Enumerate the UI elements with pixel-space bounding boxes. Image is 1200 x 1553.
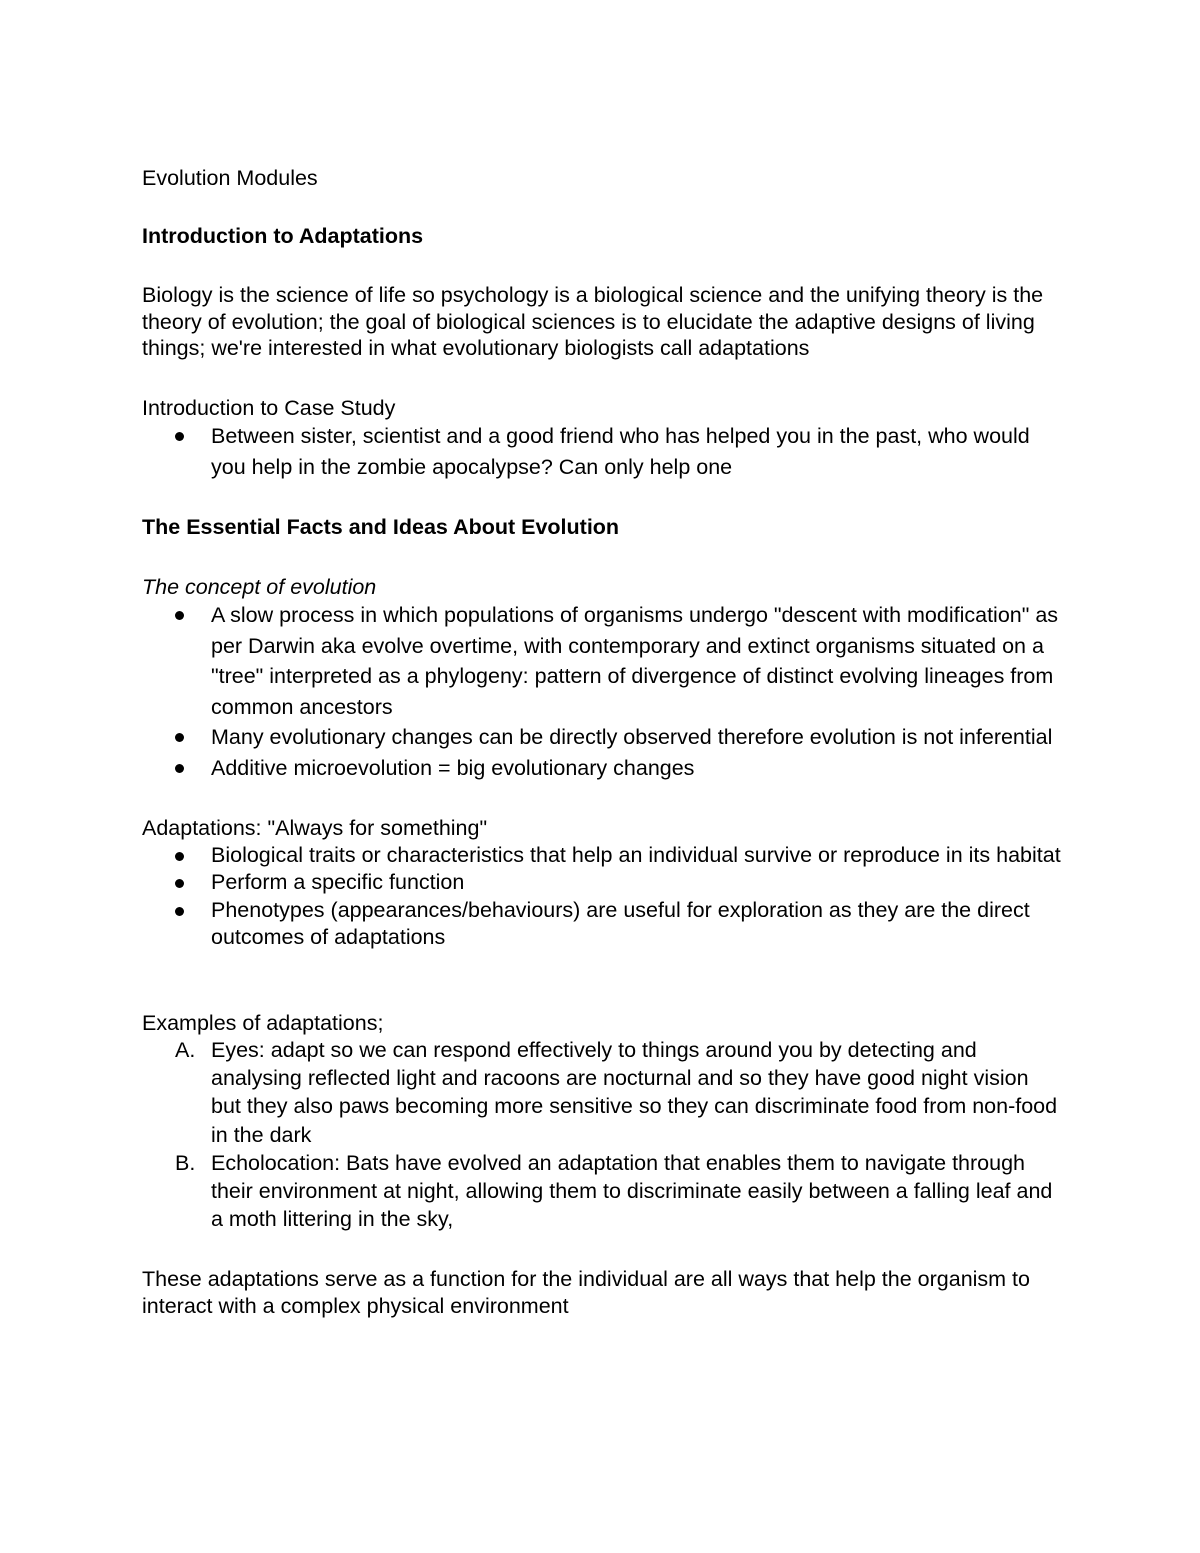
adaptations-label: Adaptations: "Always for something" bbox=[142, 816, 488, 840]
list-item-text: A slow process in which populations of organisms undergo "descent with modification" as per Darwin aka evolve overtime, with contemporary and extinct organisms situated on a "tree" interpreted as a phylogeny: pattern of divergence of distinct evolving lineages from common ancestors bbox=[211, 603, 1059, 719]
examples-label: Examples of adaptations; bbox=[142, 1010, 384, 1035]
biology-paragraph: Biology is the science of life so psychology is a biological science and the unifying theory is the theory of evolution; the goal of biological sciences is to elucidate the adaptive designs of living things; we're interested in what evolutionary biologists call adaptations bbox=[142, 283, 1044, 360]
closing-paragraph: These adaptations serve as a function for the individual are all ways that help the organism to interact with a complex physical environment bbox=[142, 1267, 1030, 1318]
bullet-icon bbox=[175, 764, 184, 773]
bullet-icon bbox=[175, 852, 184, 861]
case-study-list bbox=[142, 421, 1062, 482]
list-item bbox=[142, 421, 1062, 482]
list-item-text: Echolocation: Bats have evolved an adaptation that enables them to navigate through their environment at night, allowing them to discriminate easily between a falling leaf and a moth littering in the sky, bbox=[211, 1150, 1053, 1232]
list-item bbox=[142, 600, 1062, 722]
list-item-text: Between sister, scientist and a good friend who has helped you in the past, who would you help in the zombie apocalypse? Can only help one bbox=[211, 424, 1030, 479]
list-item-text: Biological traits or characteristics that help an individual survive or reproduce in its habitat bbox=[211, 842, 1061, 867]
list-item-text: Perform a specific function bbox=[211, 870, 465, 894]
adaptations-list bbox=[142, 842, 1062, 952]
document-page bbox=[142, 165, 1062, 1319]
list-item-text: Phenotypes (appearances/behaviours) are useful for exploration as they are the direct outcomes of adaptations bbox=[211, 897, 1030, 949]
list-item-text: Eyes: adapt so we can respond effectively to things around you by detecting and analysing reflected light and racoons are nocturnal and so they have good night vision but they also paws becoming more sensitive so they can discriminate food from non-food in the dark bbox=[211, 1038, 1058, 1147]
list-item bbox=[142, 753, 1062, 784]
heading-introduction-to-adaptations: Introduction to Adaptations bbox=[142, 223, 424, 248]
list-item-text: Many evolutionary changes can be directly observed therefore evolution is not inferential bbox=[211, 725, 1053, 749]
bullet-icon bbox=[175, 611, 184, 620]
list-item bbox=[142, 869, 1062, 897]
list-marker: A. bbox=[175, 1038, 196, 1062]
document-title: Evolution Modules bbox=[142, 166, 318, 190]
examples-list bbox=[142, 1036, 1062, 1233]
list-item bbox=[142, 1036, 1062, 1149]
bullet-icon bbox=[175, 879, 184, 888]
heading-essential-facts: The Essential Facts and Ideas About Evolution bbox=[142, 515, 620, 539]
list-item bbox=[142, 722, 1062, 753]
case-study-label: Introduction to Case Study bbox=[142, 395, 396, 420]
concept-list bbox=[142, 600, 1062, 783]
list-item bbox=[142, 1149, 1062, 1234]
bullet-icon bbox=[175, 907, 184, 916]
list-item bbox=[142, 897, 1062, 952]
bullet-icon bbox=[175, 733, 184, 742]
list-item-text: Additive microevolution = big evolutionary changes bbox=[211, 755, 695, 780]
bullet-icon bbox=[175, 432, 184, 441]
list-item bbox=[142, 842, 1062, 870]
list-marker: B. bbox=[175, 1150, 196, 1175]
concept-label: The concept of evolution bbox=[142, 574, 377, 599]
